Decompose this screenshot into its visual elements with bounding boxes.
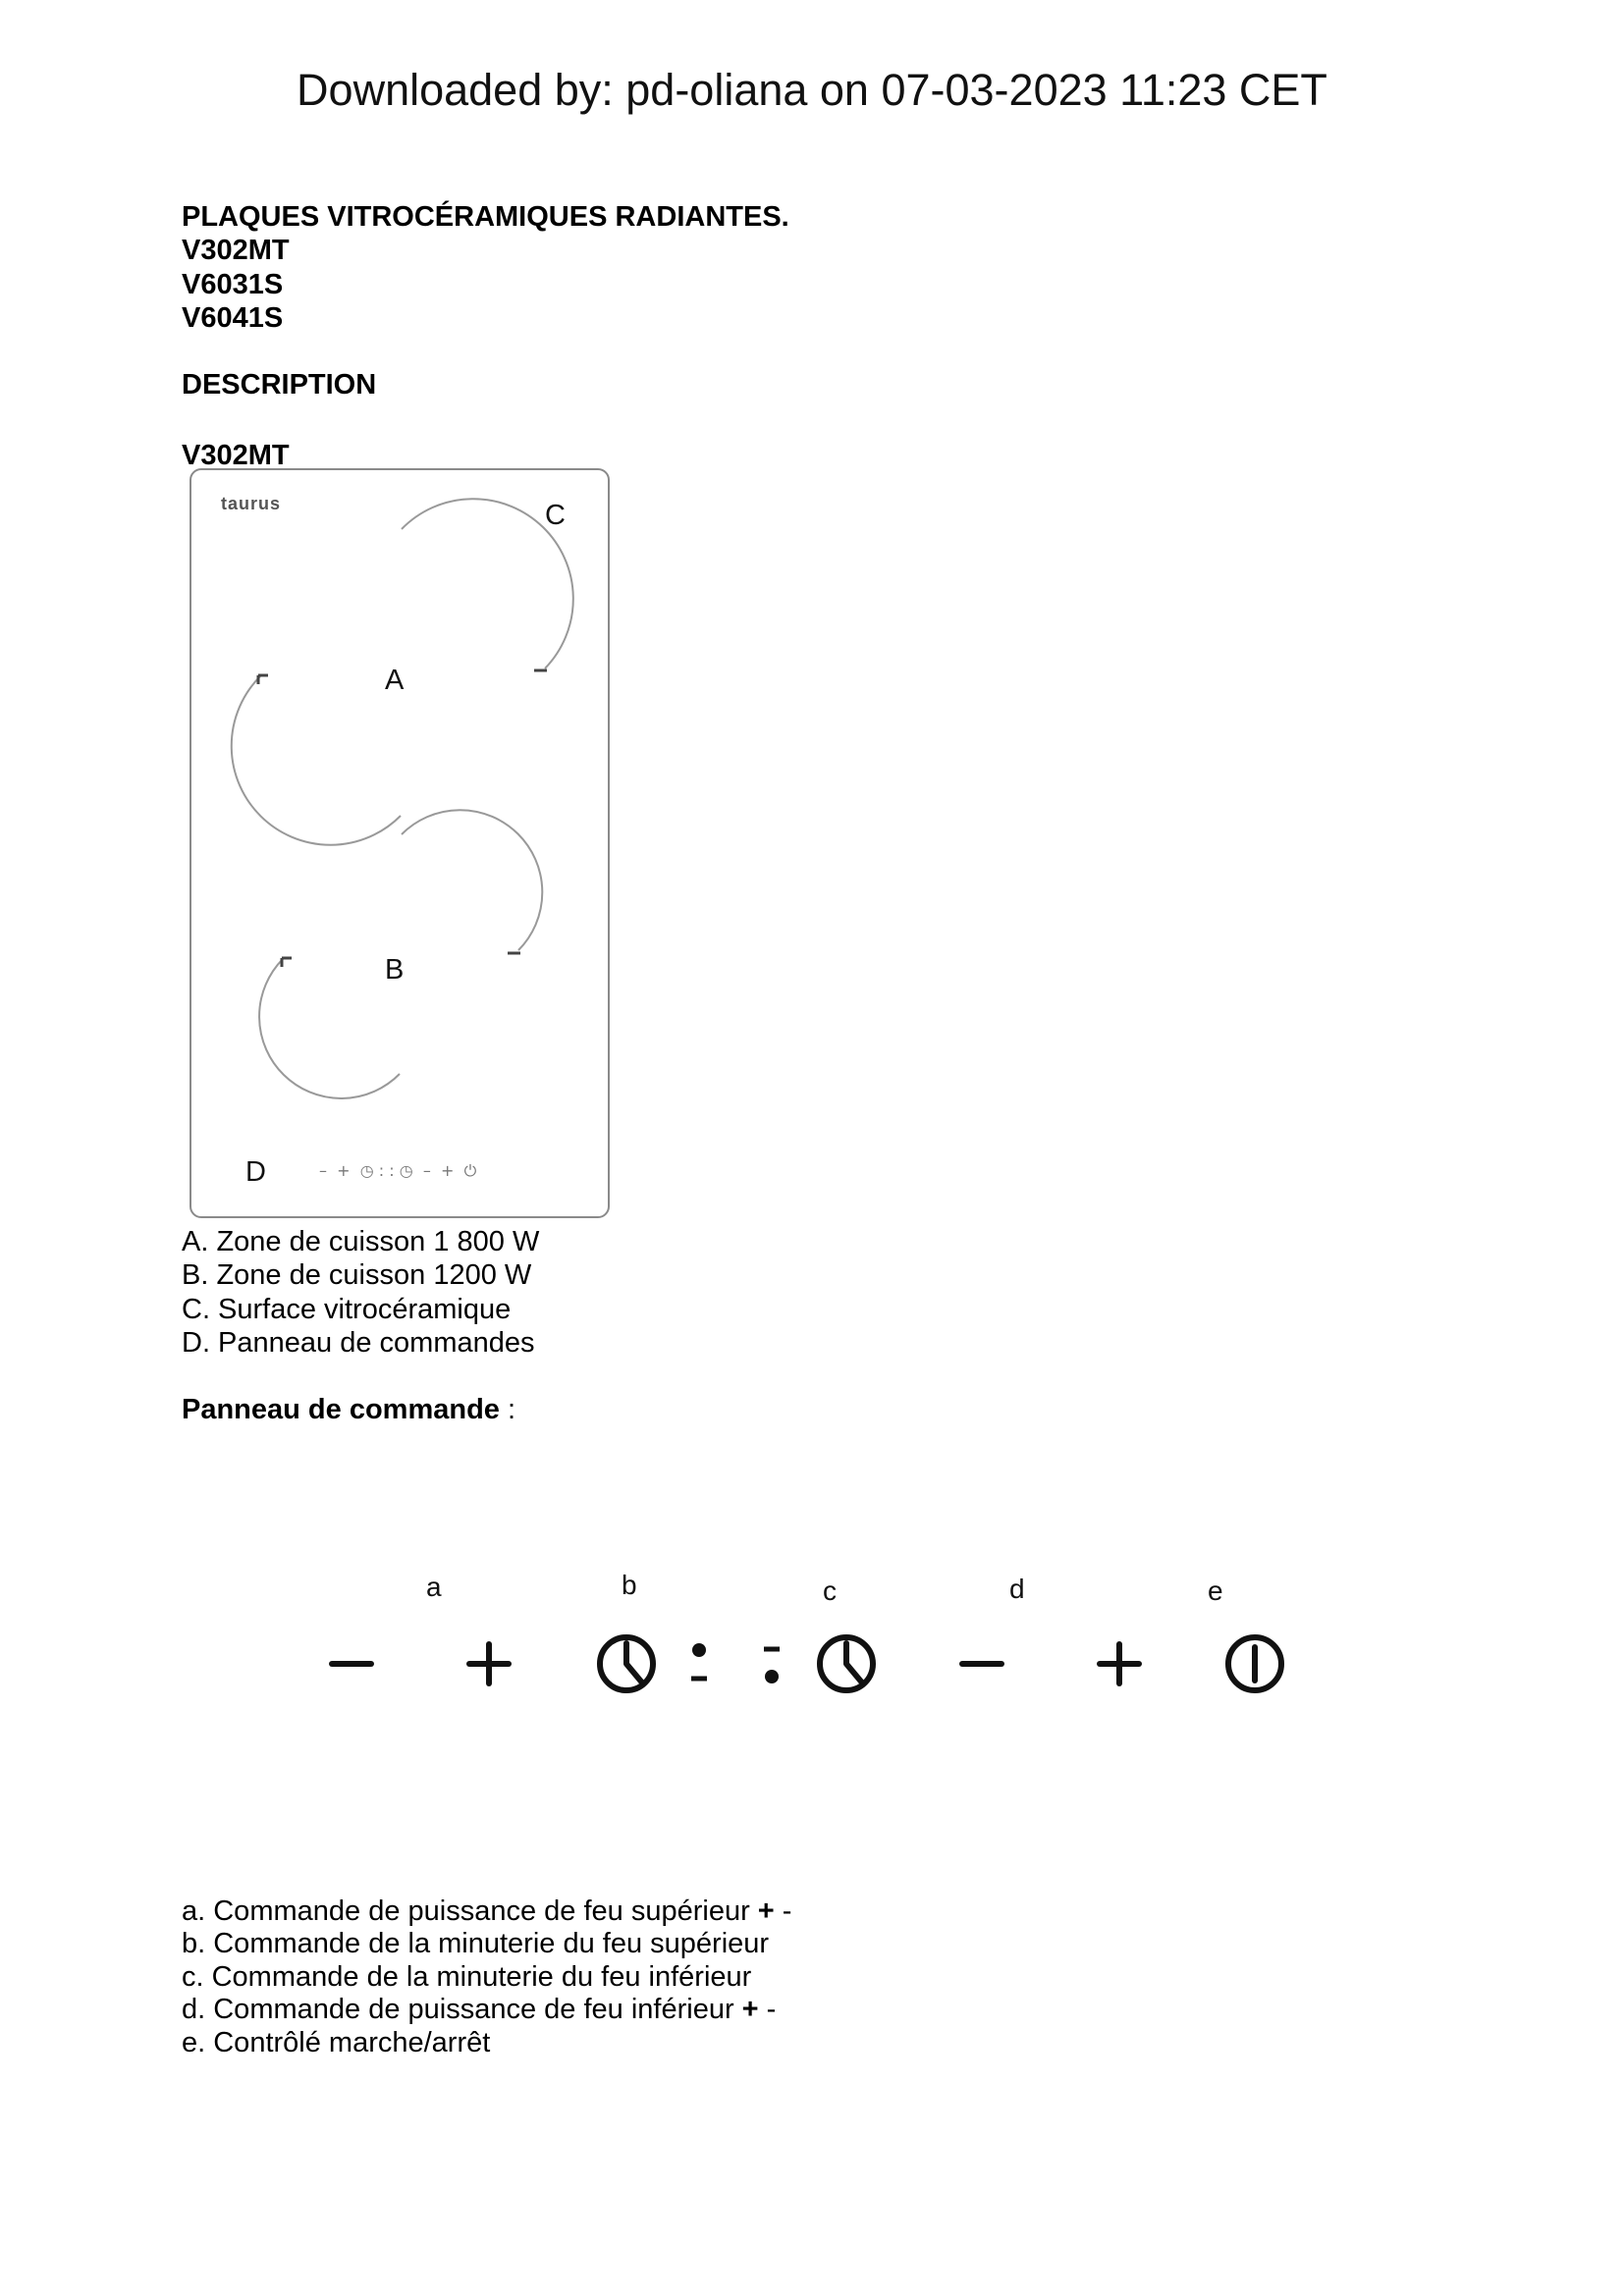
hob-zones-drawing xyxy=(189,468,610,1218)
control-panel-heading-colon: : xyxy=(499,1394,516,1425)
plus-icon xyxy=(1100,1644,1139,1683)
control-desc-a-minus: - xyxy=(774,1896,792,1927)
label-b: B xyxy=(385,954,405,986)
power-icon xyxy=(1228,1637,1281,1690)
mini-control-panel: – + ◷ : : ◷ – + ⏻ xyxy=(319,1161,477,1180)
control-desc-c: c. Commande de la minuterie du feu inférieur xyxy=(182,1961,752,1993)
brand-logo: taurus xyxy=(221,494,282,513)
dash-dot-icon xyxy=(764,1649,780,1683)
zone-b-lower-arc xyxy=(259,959,400,1098)
label-c: C xyxy=(545,500,566,531)
control-desc-d-text: d. Commande de puissance de feu inférieur xyxy=(182,1994,742,2025)
timer-icon xyxy=(820,1637,873,1690)
control-desc-d-plus: + xyxy=(741,1994,759,2025)
control-letter-e: e xyxy=(1208,1575,1223,1606)
plus-icon xyxy=(469,1644,509,1683)
legend-c: C. Surface vitrocéramique xyxy=(182,1294,512,1325)
model-1: V302MT xyxy=(182,235,290,266)
timer-icon xyxy=(600,1637,653,1690)
diagram-model-title: V302MT xyxy=(182,440,290,471)
control-desc-a xyxy=(182,1895,791,1928)
model-2: V6031S xyxy=(182,269,284,300)
control-desc-e: e. Contrôlé marche/arrêt xyxy=(182,2027,491,2058)
control-desc-d-minus: - xyxy=(758,1994,777,2025)
zone-b-upper-arc xyxy=(402,810,542,950)
dot-dash-icon xyxy=(691,1643,707,1679)
zone-a-lower-arc xyxy=(232,676,401,845)
label-d: D xyxy=(245,1156,266,1188)
control-desc-a-plus: + xyxy=(757,1896,775,1927)
zone-b-lower-mark xyxy=(282,958,292,967)
control-letter-d: d xyxy=(1009,1574,1025,1604)
zone-a-lower-mark xyxy=(258,675,268,684)
legend-d: D. Panneau de commandes xyxy=(182,1327,535,1359)
legend-a: A. Zone de cuisson 1 800 W xyxy=(182,1226,540,1257)
control-letter-c: c xyxy=(823,1575,837,1606)
download-notice: Downloaded by: pd-oliana on 07-03-2023 11:23 CET xyxy=(297,65,1327,115)
description-heading: DESCRIPTION xyxy=(182,369,377,400)
legend-b: B. Zone de cuisson 1200 W xyxy=(182,1259,532,1291)
control-letter-b: b xyxy=(622,1570,637,1600)
control-letter-a: a xyxy=(426,1572,442,1602)
control-panel-icons xyxy=(314,1620,1316,1708)
control-desc-a-text: a. Commande de puissance de feu supérieur xyxy=(182,1896,758,1927)
control-panel-heading-text: Panneau de commande xyxy=(182,1394,500,1425)
main-title: PLAQUES VITROCÉRAMIQUES RADIANTES. xyxy=(182,201,789,233)
control-desc-b: b. Commande de la minuterie du feu supérieur xyxy=(182,1928,770,1959)
control-desc-d xyxy=(182,1993,776,2026)
control-panel-heading xyxy=(182,1393,515,1426)
label-a: A xyxy=(385,665,405,696)
model-3: V6041S xyxy=(182,302,284,334)
